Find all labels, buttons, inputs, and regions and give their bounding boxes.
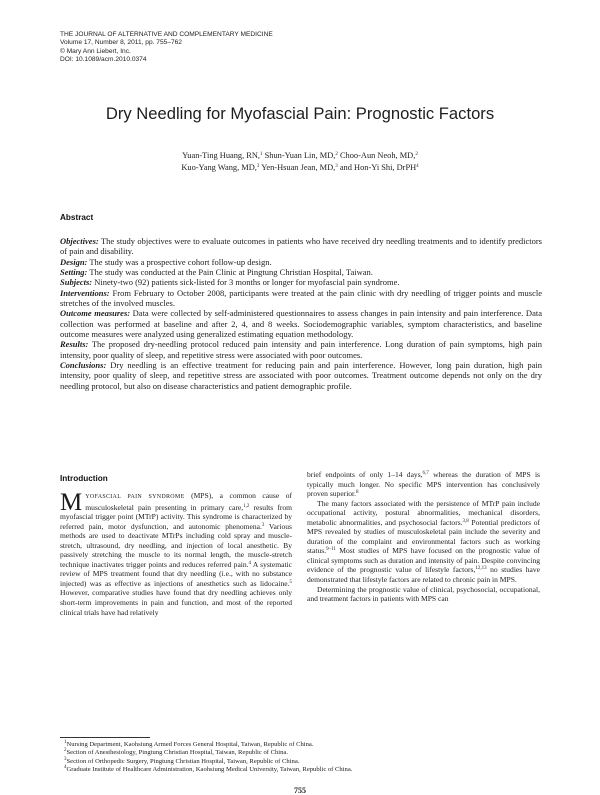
body-paragraph [60,491,292,617]
abstract-text: Dry needling is an effective treatment for reducing pain and pain interference. However, long pain duration, high pain intensity, poor quality of sleep, and repetitive stress are associated with poor outcomes. Treatment outcome depends not only on the dry needling protocol, but also on disease characteristics and patient demographic profile. [60,360,542,391]
journal-copyright: © Mary Ann Liebert, Inc. [60,47,131,55]
abstract-section [60,257,542,267]
abstract-section [60,308,542,339]
drop-cap: M [60,489,83,516]
body-paragraph [307,470,540,499]
citation-marker: 6,7 [422,471,429,476]
abstract-label: Interventions: [60,287,110,298]
footnote [64,766,544,774]
author-name: and Hon-Yi Shi, DrPH [337,162,417,172]
footnote-text: Graduate Institute of Healthcare Administration, Kaohsiung Medical University, Taiwan, Republic of China. [66,766,353,774]
abstract-label: Results: [60,339,89,350]
paragraph-runs [60,491,292,617]
page-title: Dry Needling for Myofascial Pain: Prognostic Factors [105,104,495,123]
body-column-left [60,491,292,617]
citation-marker: 12,13 [475,566,487,572]
citation-marker: 5 [289,579,292,585]
text-run: A systematic review of MPS treatment found that dry needling (i.e., with no substance injected) was as effective as injections of anesthetics such as lidocaine. [60,559,292,588]
introduction-heading: Introduction [60,474,108,483]
footnote [64,758,544,766]
text-run: The many factors associated with the persistence of MTrP pain include occupational activity, postural abnormalities, mechanical disorders, metabolic abnormalities, and psychosocial factors. [307,498,540,527]
author-line [60,162,540,174]
abstract-label: Outcome measures: [60,308,131,319]
abstract-label: Design: [60,256,88,267]
text-run: However, comparative studies have found that dry needling achieves only short-term improvements in pain and function, and most of the reported clinical trials have had relatively [60,588,292,617]
author-name: Yuan-Ting Huang, RN, [182,151,261,160]
paragraph-runs [307,499,540,584]
abstract-text: Data were collected by self-administered questionnaires to assess changes in pain intensity and pain interference. Data collection was performed at baseline and after 2, 4, and 8 weeks. Sociodemographic variables, symptom characteristics, and baseline outcome measures were analyzed using generalized estimating equation methodology. [60,308,542,340]
text-run: no studies have demonstrated that lifestyle factors are related to chronic pain in MPS. [307,565,541,585]
citation-marker: 3 [261,522,265,528]
abstract-body [60,236,542,391]
footnote-divider [60,737,150,738]
footnotes [64,741,544,775]
author-list [60,150,540,174]
body-column-right [307,470,540,604]
abstract-text: The study objectives were to evaluate outcomes in patients who have received dry needling treatments and to identify predictors of pain and disability. [60,236,542,257]
abstract-section [60,339,542,360]
citation-marker: 8 [356,490,359,496]
citation-marker: 4 [248,560,252,566]
author-affiliation: 2 [335,152,338,157]
abstract-section [60,236,542,257]
text-run: brief endpoints of only 1–14 days, [307,470,423,479]
text-run: Potential predictors of MPS revealed by studies of musculoskeletal pain include the severity and duration of the complaint and environmental factors such as working status. [307,517,540,556]
abstract-text: Ninety-two (92) patients sick-listed for 3 months or longer for myofascial pain syndrome. [92,277,400,288]
journal-header [60,31,420,65]
text-run: (MPS), a common cause of musculoskeletal pain presenting in primary care, [85,491,292,512]
paragraph-runs [307,470,540,498]
author-name: Shun-Yuan Lin, MD, [262,151,336,160]
footnote-text: Section of Anesthesiology, Pingtung Christian Hospital, Taiwan, Republic of China. [66,749,289,757]
author-affiliation: 3 [335,163,338,169]
abstract-heading: Abstract [60,213,94,222]
citation-marker: 9–11 [326,547,336,553]
author-name: Kuo-Yang Wang, MD, [181,162,257,172]
footnote-marker: 3 [64,756,67,762]
text-run: results from myofascial trigger point (MTrP) activity. This syndrome is characterized by referred pain, motor dysfunction, and autonomic phenomena. [60,502,292,531]
abstract-section [60,288,542,309]
abstract-label: Subjects: [60,277,93,288]
text-run: whereas the duration of MPS is typically much longer. No specific MPS intervention has conclusively proven superior. [307,470,540,499]
journal-doi: DOI: 10.1089/acm.2010.0374 [60,56,147,64]
paragraph-runs [307,585,540,604]
body-paragraph [307,585,540,604]
author-affiliation: 1 [260,152,263,157]
footnote-marker: 2 [64,748,67,754]
footnote-text: Section of Orthopedic Surgery, Pingtung Christian Hospital, Taiwan, Republic of China. [66,757,300,765]
abstract-label: Conclusions: [60,360,107,371]
author-name: Yen-Hsuan Jean, MD, [259,162,336,172]
footnote [64,749,544,757]
abstract-label: Setting: [60,267,88,278]
text-run: Various methods are used to deactivate MTrPs including cold spray and muscle-stretch, ultrasound, dry needling, and injection of local anesthetic. By passively stretching the muscle to its normal length, the muscle-stretch technique inactivates trigger points and reduces referred pain. [60,521,292,569]
journal-volume: Volume 17, Number 8, 2011, pp. 755–762 [60,39,182,47]
abstract-text: The proposed dry-needling protocol reduced pain intensity and pain interference. Long duration of pain symptoms, high pain intensity, poor quality of sleep, and repetitive stress were associated with poor outcomes. [60,339,542,360]
citation-marker: 1,2 [243,503,250,509]
text-run: Determining the prognostic value of clinical, psychosocial, occupational, and treatment factors in patients with MPS can [307,584,540,604]
author-affiliation: 2 [415,152,418,157]
abstract-section [60,267,542,277]
footnote-marker: 1 [64,740,67,745]
body-paragraph [307,499,540,585]
abstract-text: The study was conducted at the Pain Clinic at Pingtung Christian Hospital, Taiwan. [87,267,373,278]
abstract-section [60,360,542,391]
abstract-label: Objectives: [60,236,99,246]
journal-name: THE JOURNAL OF ALTERNATIVE AND COMPLEMENTARY MEDICINE [60,31,273,38]
text-run: Most studies of MPS have focused on the prognostic value of clinical symptoms such as duration and intensity of pain. Despite convincing evidence of the prognostic value of lifestyle factors, [307,546,540,575]
footnote-marker: 4 [64,765,67,771]
footnote-text: Nursing Department, Kaohsiung Armed Forces General Hospital, Taiwan, Republic of China. [66,741,314,748]
abstract-section [60,277,542,287]
smallcaps-lead: YOFASCIAL PAIN SYNDROME [85,494,185,500]
author-line [60,150,540,162]
author-affiliation: 4 [416,163,419,169]
citation-marker: 3,8 [462,518,469,524]
author-name: Choo-Aun Neoh, MD, [337,151,416,160]
abstract-text: The study was a prospective cohort follow-up design. [87,256,272,267]
abstract-text: From February to October 2008, participants were treated at the pain clinic with dry needling of trigger points and muscle stretches of the involved muscles. [60,287,542,309]
page-number: 755 [294,786,306,795]
author-affiliation: 3 [256,163,260,169]
